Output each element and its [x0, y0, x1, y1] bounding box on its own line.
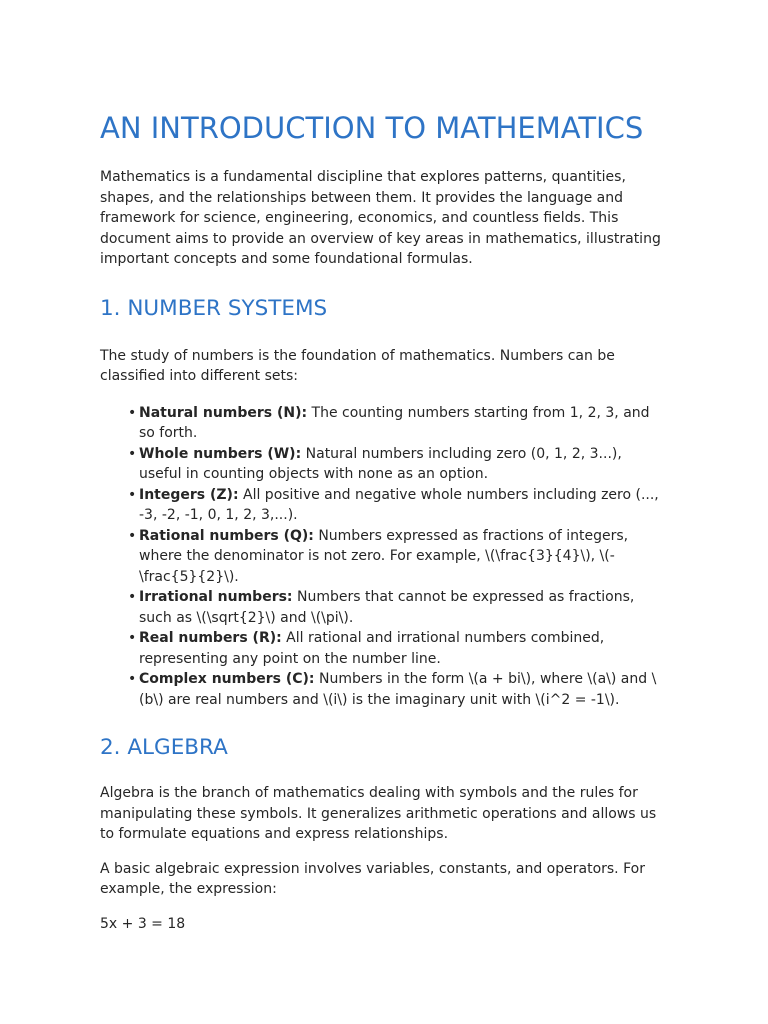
algebra-paragraph-2: A basic algebraic expression involves variables, constants, and operators. For example, the expression:	[100, 860, 645, 897]
list-item-text: The counting numbers starting from 1, 2, 3, and so forth.	[139, 404, 650, 441]
section-heading-algebra: 2. ALGEBRA	[100, 735, 228, 760]
number-sets-list	[100, 403, 668, 711]
list-item-term: Real numbers (R):	[139, 630, 282, 646]
list-item-term: Natural numbers (N):	[139, 404, 308, 421]
list-item-text: Numbers expressed as fractions of integers, where the denominator is not zero. For example, \(\frac{3}{4}\), \(-\frac{5}{2}\).	[139, 527, 629, 585]
intro-paragraph: Mathematics is a fundamental discipline that explores patterns, quantities, shapes, and the relationships between them. It provides the language and framework for science, engineering, economics, and countless fields. This document aims to provide an overview of key areas in mathematics, illustrating important concepts and some foundational formulas.	[100, 169, 661, 267]
list-item-term: Complex numbers (C):	[139, 671, 315, 687]
bullet-icon: •	[128, 404, 137, 421]
list-item-text: All rational and irrational numbers combined, representing any point on the number line.	[139, 630, 605, 667]
list-item-text: Numbers that cannot be expressed as fractions, such as \(\sqrt{2}\) and \(\pi\).	[139, 589, 635, 626]
list-item	[128, 444, 668, 485]
bullet-icon: •	[128, 486, 137, 503]
bullet-icon: •	[128, 671, 137, 687]
section-heading-number-systems: 1. NUMBER SYSTEMS	[100, 295, 328, 321]
list-item-term: Integers (Z):	[139, 486, 239, 503]
bullet-icon: •	[128, 527, 137, 544]
list-item-term: Irrational numbers:	[139, 589, 293, 605]
bullet-icon: •	[128, 445, 137, 462]
list-item-term: Whole numbers (W):	[139, 445, 302, 462]
list-item-term: Rational numbers (Q):	[139, 527, 314, 544]
algebra-equation: 5x + 3 = 18	[100, 915, 186, 932]
list-item-text: Numbers in the form \(a + bi\), where \(a\) and \(b\) are real numbers and \(i\) is the imaginary unit with \(i^2 = -1\).	[139, 671, 657, 708]
algebra-paragraph-1: Algebra is the branch of mathematics dealing with symbols and the rules for manipulating these symbols. It generalizes arithmetic operations and allows us to formulate equations and express relationships.	[100, 785, 657, 842]
list-item	[128, 587, 668, 628]
list-item	[128, 485, 668, 526]
list-item	[128, 403, 668, 444]
document-page	[100, 106, 668, 934]
bullet-icon: •	[128, 589, 137, 605]
bullet-icon: •	[128, 630, 137, 646]
list-item-text: Natural numbers including zero (0, 1, 2, 3...), useful in counting objects with none as an option.	[139, 445, 622, 482]
list-item	[128, 628, 668, 669]
list-item	[128, 526, 668, 588]
document-title: AN INTRODUCTION TO MATHEMATICS	[100, 111, 644, 145]
list-item	[128, 669, 668, 710]
number-systems-paragraph: The study of numbers is the foundation of mathematics. Numbers can be classified into different sets:	[100, 347, 615, 384]
list-item-text: All positive and negative whole numbers including zero (..., -3, -2, -1, 0, 1, 2, 3,...).	[139, 486, 659, 523]
